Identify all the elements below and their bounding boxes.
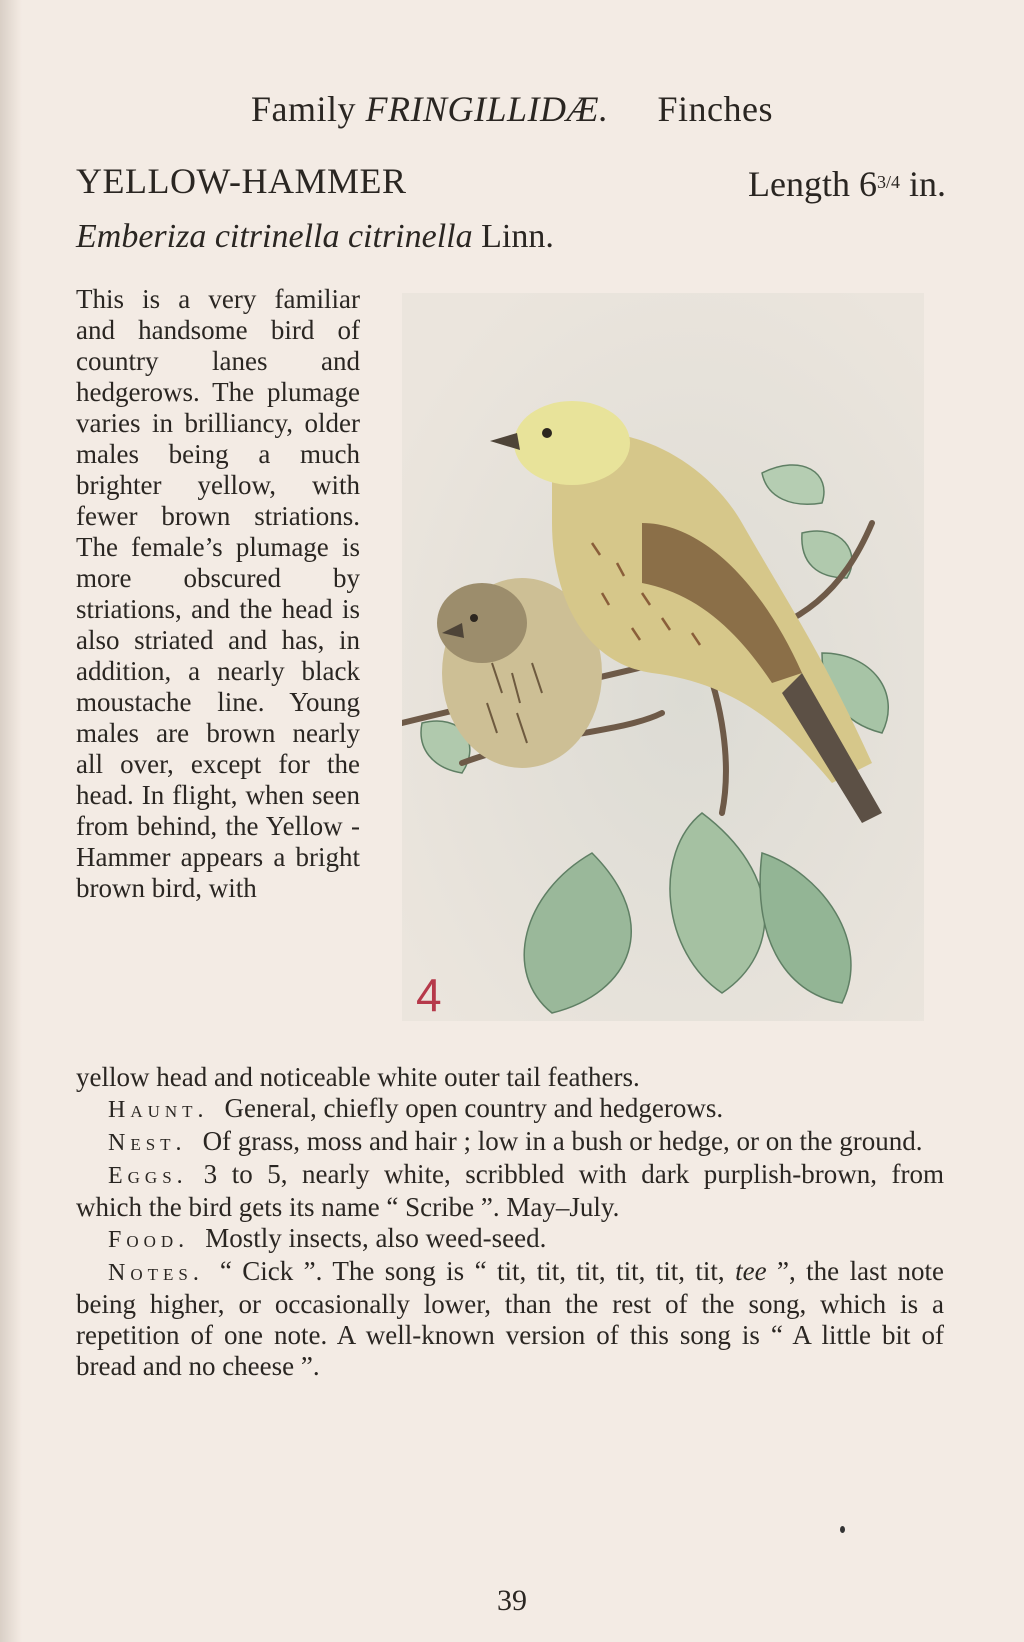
species-common-name: YELLOW-HAMMER: [76, 161, 407, 201]
nest-section: [76, 1126, 944, 1159]
eggs-text: 3 to 5, nearly white, scribbled with dark purplish-brown, from which the bird gets its name “ Scribe ”. May–July.: [76, 1159, 944, 1222]
scientific-name: Emberiza citrinella citrinella: [76, 218, 473, 255]
notes-text-italic: tee: [735, 1256, 767, 1286]
bird-illustration: [402, 293, 924, 1021]
species-details: [76, 1062, 944, 1382]
intro-continuation: yellow head and noticeable white outer tail feathers.: [76, 1062, 640, 1092]
notes-text-a: “ Cick ”. The song is “ tit, tit, tit, tit, tit, tit,: [219, 1256, 736, 1286]
length-label: Length 6: [747, 164, 877, 204]
page-number: 39: [497, 1584, 527, 1617]
species-length: [748, 163, 946, 205]
scientific-name-line: [76, 218, 554, 256]
notes-text-b: ”, the last note being higher, or occasionally lower, than the rest of the song, which is a repetition of one note. A well-known version of this song is “ A little bit of bread and no cheese ”.: [76, 1256, 944, 1381]
plate-number: 4: [416, 969, 442, 1021]
intro-paragraph: This is a very familiar and handsome bird of country lanes and hedgerows. The plumage varies in brilliancy, older males being a much brighter yellow, with fewer brown striations. The female’s plumage is more obscured by striations, and the head is also striated and has, in addition, a nearly black moustache line. Young males are brown nearly all over, except for the head. In flight, when seen from behind, the Yellow - Hammer appears a bright brown bird, with: [76, 284, 360, 903]
nest-text: Of grass, moss and hair ; low in a bush or hedge, or on the ground.: [202, 1126, 923, 1156]
family-heading: [0, 88, 1024, 130]
haunt-label: Haunt.: [108, 1097, 209, 1123]
nest-label: Nest.: [108, 1130, 187, 1156]
family-prefix: Family: [250, 89, 356, 129]
notes-section: [76, 1256, 944, 1382]
eggs-label: Eggs.: [108, 1163, 188, 1189]
food-text: Mostly insects, also weed-seed.: [205, 1223, 547, 1253]
authority: Linn.: [481, 218, 554, 255]
ink-speck: [840, 1526, 845, 1533]
notes-label: Notes.: [108, 1260, 204, 1286]
food-label: Food.: [108, 1227, 190, 1253]
length-fraction: 3/4: [876, 172, 900, 192]
yellowhammer-painting: [402, 293, 924, 1021]
length-unit: in.: [899, 164, 946, 204]
eggs-section: [76, 1159, 944, 1223]
family-common-name: Finches: [657, 89, 774, 129]
family-latin-name: FRINGILLIDÆ.: [365, 89, 609, 129]
haunt-text: General, chiefly open country and hedgerows.: [224, 1093, 724, 1123]
page-gutter: [0, 0, 22, 1642]
food-section: [76, 1223, 944, 1256]
haunt-section: [76, 1093, 944, 1126]
